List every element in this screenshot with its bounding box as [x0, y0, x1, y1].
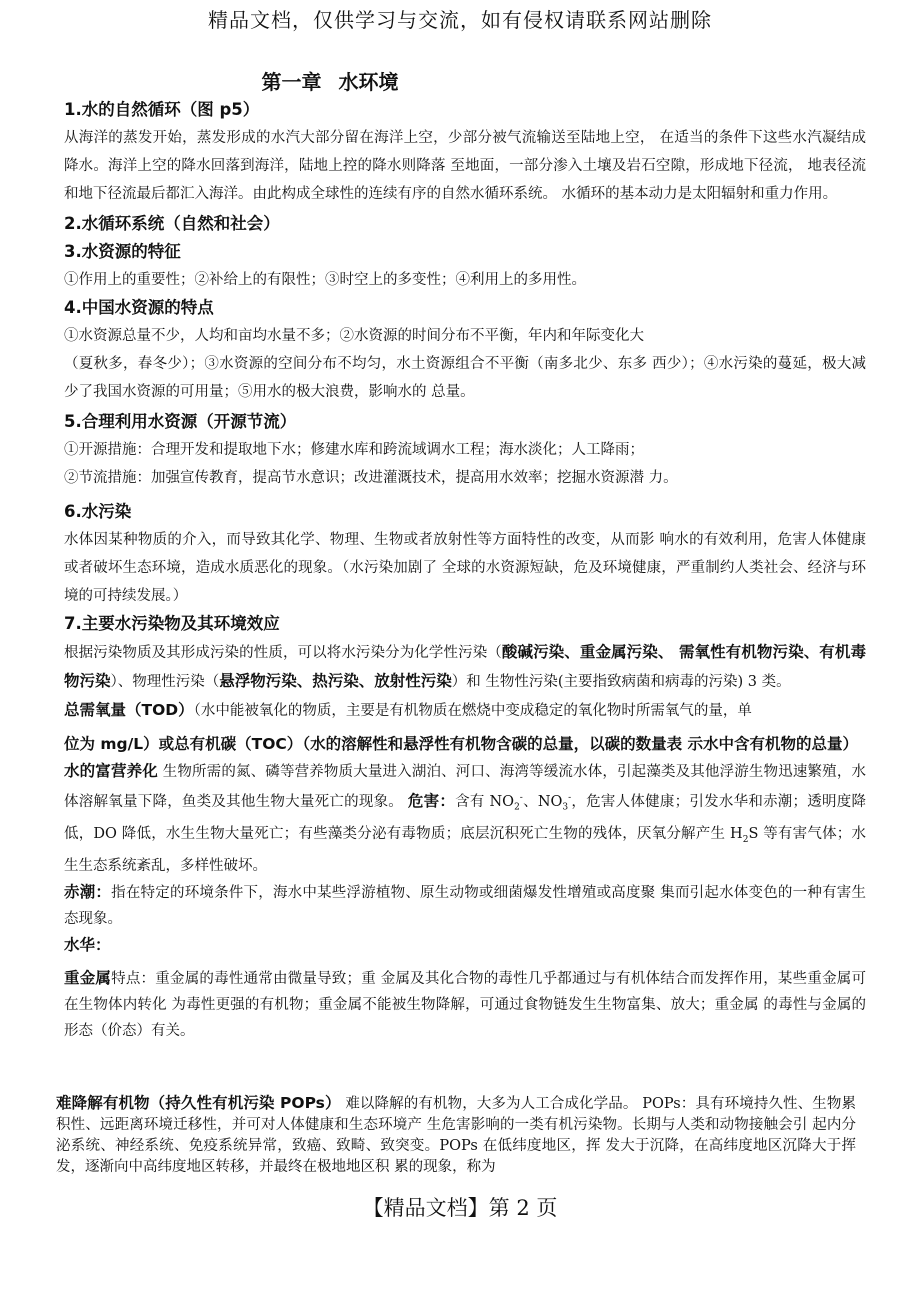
harm-text-a: 含有 NO	[455, 793, 515, 810]
harm-text-b: 、NO	[522, 793, 563, 810]
section-4-line-2: （夏秋多，春冬少）；③水资源的空间分布不均匀，水土资源组合不平衡（南多北少、东多 西少）；④水污染的蔓延，极大减少了我国水资源的可用量；⑤用水的极大浪费，影响水的 总量。	[64, 356, 866, 400]
pollution-intro-text: 根据污染物质及其形成污染的性质，可以将水污染分为化学性污染（	[64, 645, 502, 661]
heavy-metal-term: 重金属	[64, 968, 112, 987]
harm-label: 危害：	[407, 791, 456, 810]
section-6-heading: 6.水污染	[64, 502, 132, 521]
heavy-metal-paragraph	[64, 965, 866, 1044]
eutrophication-term: 水的富营养化	[64, 762, 158, 780]
section-5-heading: 5.合理利用水资源（开源节流）	[64, 412, 297, 431]
no3-subscript: 3	[562, 802, 569, 813]
pops-description: 难以降解的有机物，大多为人工合成化学品。 POPs：具有环境持久性、生物累积性、远距离环境迁移性，并可对人体健康和生态环境产 生危害影响的一类有机污染物。长期与人类和动物接触会引 起内分泌系统、神经系统、免疫系统异常，致癌、致畸、致突变。POPs 在低纬度地区，挥 发大于沉降，在高纬度地区沉降大于挥发，逐渐向中高纬度地区转移，并最终在极地地区积 累的现象，称为	[56, 1096, 856, 1175]
no2-superscript: -	[519, 793, 523, 803]
chemical-pollution-types: 酸碱污染、重金属污染、 需氧性有机物污染、有机毒物污染	[64, 643, 866, 690]
eutrophication-description: 生物所需的氮、磷等营养物质大量进入湖泊、河口、海湾等缓流水体，引起藻类及其他浮游生物迅速繁殖，水体溶解氧量下降，鱼类及其他生物大量死亡的现象。	[64, 764, 866, 810]
page-header: 精品文档，仅供学习与交流，如有侵权请联系网站删除	[208, 8, 712, 32]
section-5-line-1: ①开源措施：合理开发和提取地下水；修建水库和跨流域调水工程；海水淡化；人工降雨；	[64, 442, 644, 458]
no3-superscript: -	[568, 793, 572, 803]
harm-text-c: ，危害人体健康；引发水华和赤潮；透明度降低，DO 降低，水生生物大量死亡；有些藻类分泌有毒物质；底层沉积死亡生物的残体，厌氧分解产生 H	[64, 793, 867, 842]
toc-term: 位为 mg/L）或总有机碳（TOC）	[64, 735, 303, 753]
page-footer: 【精品文档】第 2 页	[362, 1196, 558, 1220]
h2s-subscript: 2	[742, 834, 749, 845]
section-7-paragraph	[64, 638, 866, 696]
section-5-line-2: ②节流措施：加强宣传教育，提高节水意识；改进灌溉技术，提高用水效率；挖掘水资源潜 力。	[64, 470, 678, 486]
section-1-paragraph: 从海洋的蒸发开始，蒸发形成的水汽大部分留在海洋上空，少部分被气流输送至陆地上空， 在适当的条件下这些水汽凝结成降水。海洋上空的降水回落到海洋，陆地上控的降水则降落 至地面，一部分渗入土壤及岩石空隙，形成地下径流， 地表径流和地下径流最后都汇入海洋。由此构成全球性的连续有序的自然水循环系统。 水循环的基本动力是太阳辐射和重力作用。	[64, 130, 866, 202]
no2-subscript: 2	[514, 802, 520, 813]
section-7-heading: 7.主要水污染物及其环境效应	[64, 614, 280, 633]
pops-term: 难降解有机物（持久性有机污染 POPs）	[56, 1094, 341, 1112]
section-3-heading: 3.水资源的特征	[64, 242, 181, 261]
heavy-metal-description: 特点：重金属的毒性通常由微量导致；重 金属及其化合物的毒性几乎都通过与有机体结合而发挥作用，某些重金属可在生物体内转化 为毒性更强的有机物；重金属不能被生物降解，可通过食物链发生生物富集、放大；重金属 的毒性与金属的形态（价态）有关。	[64, 970, 866, 1039]
section-1-heading: 1.水的自然循环（图 p5）	[64, 100, 260, 119]
algal-bloom-line	[64, 932, 866, 959]
toc-description: （水的溶解性和悬浮性有机物含碳的总量，以碳的数量表 示水中含有机物的总量）	[302, 735, 858, 753]
section-2-heading: 2.水循环系统（自然和社会）	[64, 214, 280, 233]
document-body	[64, 96, 866, 1044]
tod-description: （水中能被氧化的物质，主要是有机物质在燃烧中变成稳定的氧化物时所需氧气的量，单	[193, 703, 752, 719]
section-3-paragraph: ①作用上的重要性；②补给上的有限性；③时空上的多变性；④利用上的多用性。	[64, 272, 586, 288]
biological-pollution-text: ）和 生物性污染(主要指致病菌和病毒的污染) 3 类。	[451, 674, 791, 690]
pops-paragraph	[56, 1093, 856, 1178]
physical-pollution-types: 悬浮物污染、热污染、放射性污染	[219, 672, 452, 690]
algal-bloom-term: 水华：	[64, 935, 111, 954]
chapter-title: 第一章 水环境	[261, 70, 399, 94]
red-tide-term: 赤潮：	[64, 882, 112, 901]
section-4-heading: 4.中国水资源的特点	[64, 298, 214, 317]
red-tide-description: 指在特定的环境条件下，海水中某些浮游植物、原生动物或细菌爆发性增殖或高度聚 集而引起水体变色的一种有害生态现象。	[64, 884, 866, 927]
tod-line	[64, 696, 866, 725]
section-4-line-1: ①水资源总量不少，人均和亩均水量不多；②水资源的时间分布不平衡，年内和年际变化大	[64, 328, 644, 344]
toc-paragraph	[64, 731, 866, 758]
physical-pollution-lead: ）、物理性污染（	[110, 674, 220, 690]
section-6-paragraph: 水体因某种物质的介入，而导致其化学、物理、生物或者放射性等方面特性的改变，从而影 响水的有效利用，危害人体健康或者破坏生态环境，造成水质恶化的现象。（水污染加剧了 全球的水资源短缺，危及环境健康，严重制约人类社会、经济与环境的可持续发展。）	[64, 532, 866, 604]
red-tide-paragraph	[64, 879, 866, 932]
harm-text-d: S 等有害气体；水生生态系统紊乱，多样性破坏。	[64, 825, 867, 874]
tod-term: 总需氧量（TOD）	[64, 701, 194, 719]
eutrophication-paragraph	[64, 758, 866, 879]
